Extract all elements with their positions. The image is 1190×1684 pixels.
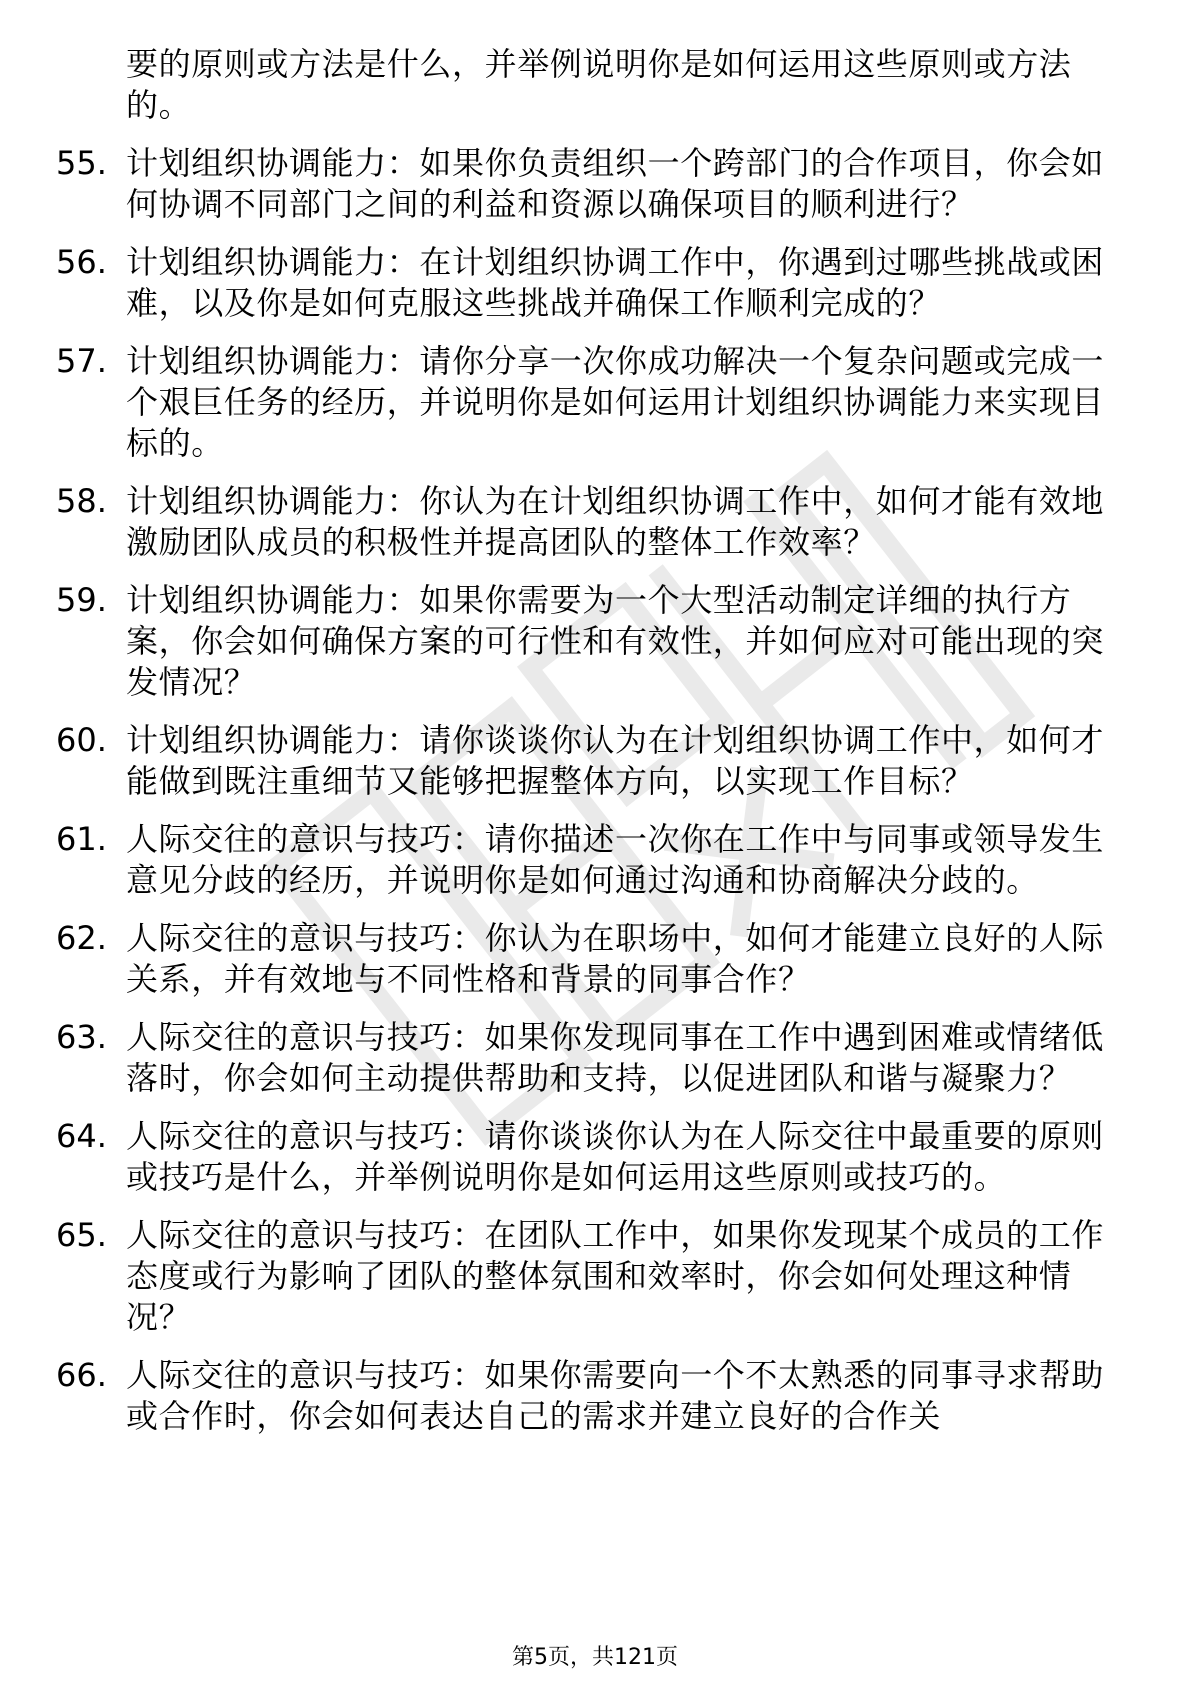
- item-number: 61.: [56, 820, 107, 858]
- item-text: 计划组织协调能力：如果你需要为一个大型活动制定详细的执行方案，你会如何确保方案的可行性和有效性，并如何应对可能出现的突发情况？: [126, 581, 1105, 701]
- continuation-text: 要的原则或方法是什么，并举例说明你是如何运用这些原则或方法的。: [126, 45, 1072, 124]
- item-number: 57.: [56, 342, 107, 380]
- list-item: [56, 819, 1106, 901]
- question-list: [56, 44, 1106, 1454]
- item-number: 63.: [56, 1018, 107, 1056]
- list-item: [56, 720, 1106, 802]
- item-text: 人际交往的意识与技巧：在团队工作中，如果你发现某个成员的工作态度或行为影响了团队的整体氛围和效率时，你会如何处理这种情况？: [126, 1216, 1105, 1336]
- item-text: 计划组织协调能力：请你分享一次你成功解决一个复杂问题或完成一个艰巨任务的经历，并说明你是如何运用计划组织协调能力来实现目标的。: [126, 342, 1105, 462]
- list-item: [56, 580, 1106, 703]
- item-number: 64.: [56, 1117, 107, 1155]
- item-number: 65.: [56, 1216, 107, 1254]
- list-item: [56, 1215, 1106, 1338]
- item-number: 66.: [56, 1356, 107, 1394]
- list-item: [56, 143, 1106, 225]
- item-text: 人际交往的意识与技巧：你认为在职场中，如何才能建立良好的人际关系，并有效地与不同性格和背景的同事合作？: [126, 919, 1105, 998]
- item-text: 人际交往的意识与技巧：如果你发现同事在工作中遇到困难或情绪低落时，你会如何主动提供帮助和支持，以促进团队和谐与凝聚力？: [126, 1018, 1105, 1097]
- list-item: [56, 341, 1106, 464]
- list-item-continuation: [56, 44, 1106, 126]
- list-item: [56, 242, 1106, 324]
- item-number: 58.: [56, 482, 107, 520]
- item-number: 56.: [56, 243, 107, 281]
- page-footer: 第5页，共121页: [512, 1645, 678, 1670]
- item-text: 人际交往的意识与技巧：如果你需要向一个不太熟悉的同事寻求帮助或合作时，你会如何表达自己的需求并建立良好的合作关: [126, 1356, 1105, 1435]
- item-text: 计划组织协调能力：请你谈谈你认为在计划组织协调工作中，如何才能做到既注重细节又能够把握整体方向，以实现工作目标？: [126, 721, 1105, 800]
- item-number: 62.: [56, 919, 107, 957]
- item-text: 计划组织协调能力：如果你负责组织一个跨部门的合作项目，你会如何协调不同部门之间的利益和资源以确保项目的顺利进行？: [126, 144, 1105, 223]
- item-number: 59.: [56, 581, 107, 619]
- list-item: [56, 1355, 1106, 1437]
- list-item: [56, 481, 1106, 563]
- item-text: 计划组织协调能力：在计划组织协调工作中，你遇到过哪些挑战或困难，以及你是如何克服这些挑战并确保工作顺利完成的？: [126, 243, 1105, 322]
- item-text: 人际交往的意识与技巧：请你谈谈你认为在人际交往中最重要的原则或技巧是什么，并举例说明你是如何运用这些原则或技巧的。: [126, 1117, 1105, 1196]
- list-item: [56, 1017, 1106, 1099]
- item-text: 人际交往的意识与技巧：请你描述一次你在工作中与同事或领导发生意见分歧的经历，并说明你是如何通过沟通和协商解决分歧的。: [126, 820, 1105, 899]
- item-number: 55.: [56, 144, 107, 182]
- item-number: 60.: [56, 721, 107, 759]
- list-item: [56, 918, 1106, 1000]
- item-text: 计划组织协调能力：你认为在计划组织协调工作中，如何才能有效地激励团队成员的积极性并提高团队的整体工作效率？: [126, 482, 1105, 561]
- list-item: [56, 1116, 1106, 1198]
